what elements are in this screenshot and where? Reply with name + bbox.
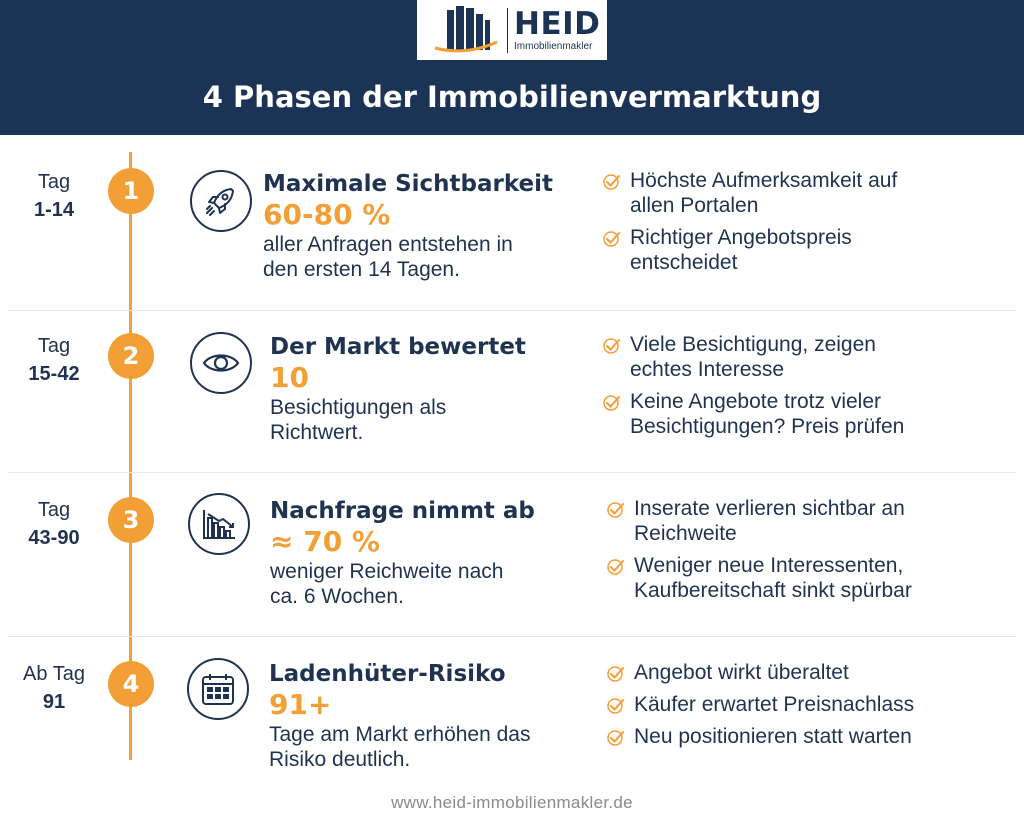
check-item [606, 692, 1006, 717]
check-item [602, 225, 1002, 275]
checkmark-icon [602, 393, 622, 413]
phase-divider [8, 472, 1016, 473]
phase-description: Tage am Markt erhöhen das Risiko deutlich. [269, 723, 531, 771]
checkmark-icon [606, 728, 626, 748]
phase-text [270, 333, 590, 445]
checkmark-icon [602, 172, 622, 192]
logo-name: HEID [514, 5, 601, 42]
phase-divider [8, 636, 1016, 637]
check-text: Weniger neue Interessenten, Kaufbereitschaft sinkt spürbar [634, 554, 912, 602]
day-range: 1-14 [33, 199, 75, 221]
phase-stat: 60-80 % [263, 198, 391, 231]
header-banner [0, 0, 1024, 135]
phase-description: weniger Reichweite nach ca. 6 Wochen. [270, 560, 504, 608]
phase-description: Besichtigungen als Richtwert. [270, 396, 447, 444]
day-label [0, 332, 114, 388]
check-text: Angebot wirkt überaltet [634, 661, 849, 684]
footer-website-link[interactable]: www.heid-immobilienmakler.de [391, 793, 633, 812]
check-text: Richtiger Angebotspreis entscheidet [630, 226, 852, 274]
checkmark-icon [606, 696, 626, 716]
check-item [606, 553, 1006, 603]
check-text: Inserate verlieren sichtbar an Reichweite [634, 497, 905, 545]
declining-chart-icon [199, 504, 239, 544]
phase-checklist [606, 660, 1006, 756]
day-label [0, 660, 114, 716]
check-item [602, 332, 1002, 382]
check-text: Keine Angebote trotz vieler Besichtigungen? Preis prüfen [630, 390, 905, 438]
day-prefix: Ab Tag [23, 663, 85, 685]
phase-icon-circle [188, 493, 250, 555]
day-prefix: Tag [37, 171, 71, 193]
phase-title: Der Markt bewertet [270, 334, 526, 360]
checkmark-icon [606, 557, 626, 577]
logo-text [507, 5, 601, 53]
phase-divider [8, 310, 1016, 311]
phase-checklist [602, 332, 1002, 446]
phase-number-badge: 2 [108, 333, 154, 379]
phase-number-badge: 4 [108, 661, 154, 707]
check-text: Höchste Aufmerksamkeit auf allen Portalen [630, 169, 898, 217]
phase-text [269, 660, 589, 772]
day-prefix: Tag [37, 335, 71, 357]
phase-icon-circle [187, 658, 249, 720]
phase-icon-circle [190, 170, 252, 232]
phase-text [270, 497, 590, 609]
day-prefix: Tag [37, 499, 71, 521]
phase-stat: 91+ [269, 688, 332, 721]
phase-title: Nachfrage nimmt ab [270, 498, 535, 524]
page-title: 4 Phasen der Immobilienvermarktung [202, 80, 822, 114]
building-logo-icon [431, 4, 501, 56]
phase-number-badge: 1 [108, 168, 154, 214]
check-item [606, 724, 1006, 749]
check-text: Viele Besichtigung, zeigen echtes Interesse [630, 333, 876, 381]
check-item [606, 660, 1006, 685]
logo-subtitle: Immobilienmakler [514, 40, 593, 52]
phase-checklist [602, 168, 1002, 282]
phase-stat: ≈ 70 % [270, 525, 380, 558]
day-range: 15-42 [28, 363, 80, 385]
day-range: 91 [42, 691, 66, 713]
checkmark-icon [606, 500, 626, 520]
rocket-icon [201, 181, 241, 221]
checkmark-icon [602, 229, 622, 249]
check-item [602, 168, 1002, 218]
check-item [606, 496, 1006, 546]
day-label [0, 496, 114, 552]
phase-text [263, 170, 583, 282]
day-label [0, 168, 114, 224]
phase-number-badge: 3 [108, 497, 154, 543]
eye-icon [201, 343, 241, 383]
phase-stat: 10 [270, 361, 309, 394]
company-logo[interactable] [417, 0, 607, 60]
checkmark-icon [606, 664, 626, 684]
phase-description: aller Anfragen entstehen in den ersten 14 Tagen. [263, 233, 513, 281]
check-item [602, 389, 1002, 439]
phase-title: Ladenhüter-Risiko [269, 661, 506, 687]
day-range: 43-90 [28, 527, 80, 549]
check-text: Neu positionieren statt warten [634, 725, 912, 748]
phase-checklist [606, 496, 1006, 610]
check-text: Käufer erwartet Preisnachlass [634, 693, 915, 716]
checkmark-icon [602, 336, 622, 356]
phase-icon-circle [190, 332, 252, 394]
phase-title: Maximale Sichtbarkeit [263, 171, 554, 197]
calendar-icon [198, 669, 238, 709]
